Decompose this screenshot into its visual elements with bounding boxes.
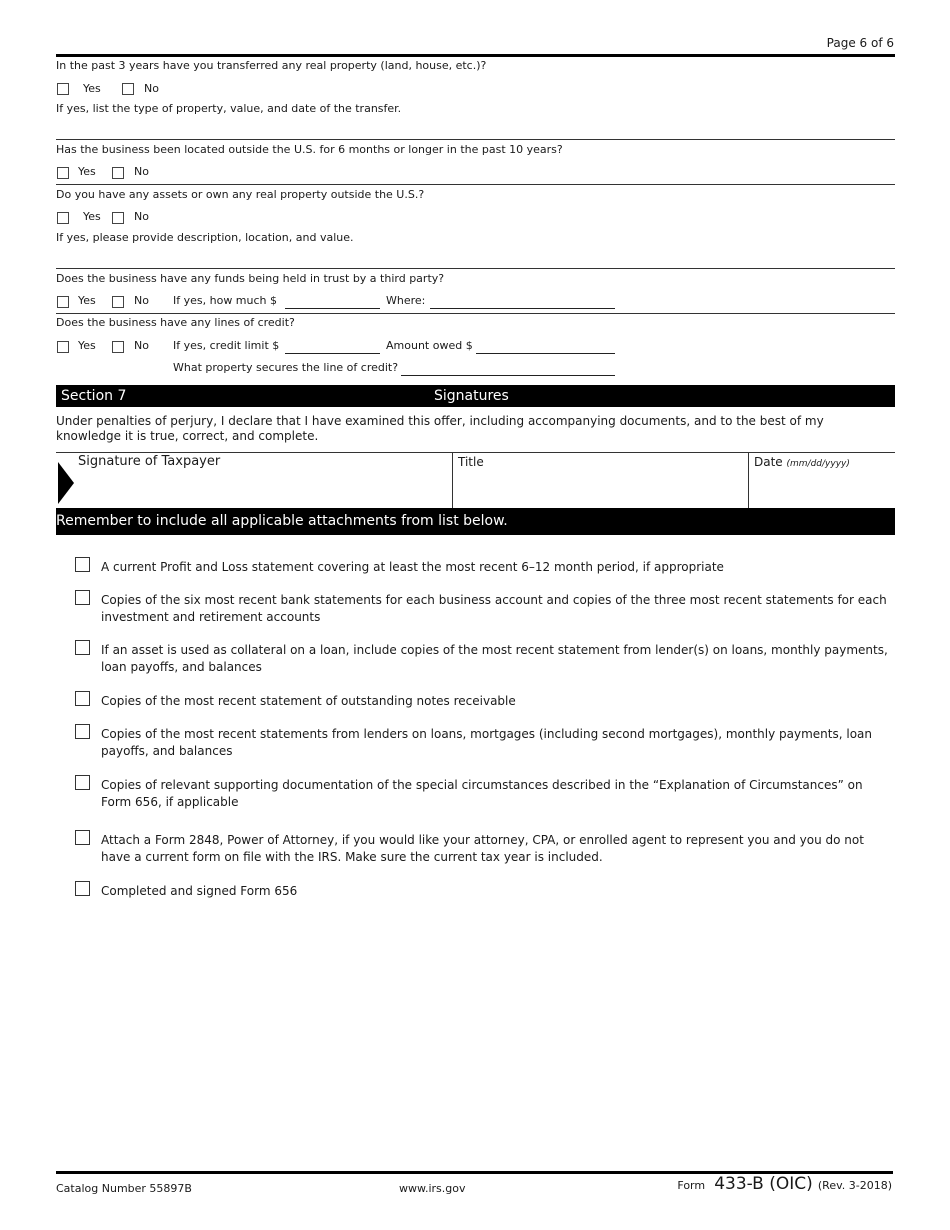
question-transferred-property: In the past 3 years have you transferred any real property (land, house, etc.)?	[56, 59, 487, 72]
section7-title: Signatures	[434, 388, 509, 404]
title-field[interactable]	[453, 453, 748, 508]
assets-outside-followup: If yes, please provide description, location, and value.	[56, 231, 354, 244]
signature-label: Signature of Taxpayer	[78, 454, 221, 469]
funds-how-much-field[interactable]	[285, 308, 380, 309]
property-secures-label: What property secures the line of credit?	[173, 361, 399, 374]
transferred-yes-label: Yes	[83, 82, 101, 95]
amount-owed-field[interactable]	[476, 353, 615, 354]
date-format-hint: (mm/dd/yyyy)	[786, 459, 850, 469]
credit-no-checkbox[interactable]	[112, 341, 124, 353]
credit-no-label: No	[134, 339, 149, 352]
divider	[56, 184, 895, 185]
located-outside-no-label: No	[134, 165, 149, 178]
attachment-checkbox[interactable]	[75, 881, 90, 896]
form-identifier	[677, 1174, 892, 1194]
attachment-item: A current Profit and Loss statement covering at least the most recent 6–12 month period, if appropriate	[101, 560, 724, 574]
attachment-item: Completed and signed Form 656	[101, 884, 298, 898]
funds-trust-yes-checkbox[interactable]	[57, 296, 69, 308]
section7-label: Section 7	[61, 388, 127, 404]
assets-outside-no-checkbox[interactable]	[112, 212, 124, 224]
funds-trust-yes-label: Yes	[78, 294, 96, 307]
form-prefix: Form	[677, 1179, 706, 1192]
attachment-item: Copies of the six most recent bank statements for each business account and copies of the three most recent statements for each investment and retirement accounts	[101, 593, 887, 624]
catalog-number: Catalog Number 55897B	[56, 1182, 192, 1195]
question-assets-outside: Do you have any assets or own any real property outside the U.S.?	[56, 188, 425, 201]
funds-where-field[interactable]	[430, 308, 615, 309]
page-number: Page 6 of 6	[826, 36, 894, 50]
attachment-checkbox[interactable]	[75, 590, 90, 605]
attachment-checkbox[interactable]	[75, 691, 90, 706]
divider	[56, 313, 895, 314]
assets-outside-yes-checkbox[interactable]	[57, 212, 69, 224]
assets-outside-no-label: No	[134, 210, 149, 223]
divider	[56, 139, 895, 140]
property-secures-field[interactable]	[401, 375, 615, 376]
attachments-header-bar	[56, 508, 895, 535]
form-revision: (Rev. 3-2018)	[817, 1179, 892, 1192]
transferred-yes-checkbox[interactable]	[57, 83, 69, 95]
divider	[56, 268, 895, 269]
amount-owed-label: Amount owed $	[386, 339, 473, 352]
credit-yes-checkbox[interactable]	[57, 341, 69, 353]
located-outside-yes-label: Yes	[78, 165, 96, 178]
attachment-item: Copies of relevant supporting documentation of the special circumstances described in the “Explanation of Circumstances” on Form 656, if applicable	[101, 778, 863, 809]
signature-arrow-icon	[58, 462, 74, 504]
transferred-followup: If yes, list the type of property, value, and date of the transfer.	[56, 102, 402, 115]
attachment-checkbox[interactable]	[75, 830, 90, 845]
credit-limit-label: If yes, credit limit $	[173, 339, 280, 352]
form-number: 433-B (OIC)	[714, 1174, 813, 1194]
transferred-no-label: No	[144, 82, 159, 95]
question-funds-in-trust: Does the business have any funds being held in trust by a third party?	[56, 272, 445, 285]
question-located-outside: Has the business been located outside the U.S. for 6 months or longer in the past 10 years?	[56, 143, 563, 156]
perjury-declaration: Under penalties of perjury, I declare that I have examined this offer, including accompanying documents, and to the best of my knowledge it is true, correct, and complete.	[56, 414, 824, 443]
credit-yes-label: Yes	[78, 339, 96, 352]
assets-outside-yes-label: Yes	[83, 210, 101, 223]
attachment-checkbox[interactable]	[75, 557, 90, 572]
section7-header-bar	[56, 385, 895, 407]
located-outside-yes-checkbox[interactable]	[57, 167, 69, 179]
attachment-checkbox[interactable]	[75, 775, 90, 790]
header-rule	[56, 54, 895, 57]
attachment-item: If an asset is used as collateral on a loan, include copies of the most recent statement from lender(s) on loans, monthly payments, loan payoffs, and balances	[101, 643, 888, 674]
date-label: Date	[754, 455, 783, 469]
title-label: Title	[458, 455, 484, 469]
funds-trust-no-label: No	[134, 294, 149, 307]
attachment-item: Attach a Form 2848, Power of Attorney, if you would like your attorney, CPA, or enrolled agent to represent you and you do not have a current form on file with the IRS. Make sure the current tax year is included.	[101, 833, 864, 864]
attachment-checkbox[interactable]	[75, 724, 90, 739]
date-label-group	[754, 455, 850, 472]
attachment-checkbox[interactable]	[75, 640, 90, 655]
funds-how-much-label: If yes, how much $	[173, 294, 278, 307]
funds-trust-no-checkbox[interactable]	[112, 296, 124, 308]
funds-where-label: Where:	[386, 294, 426, 307]
question-lines-of-credit: Does the business have any lines of credit?	[56, 316, 295, 329]
attachments-header: Remember to include all applicable attachments from list below.	[56, 513, 508, 529]
irs-website: www.irs.gov	[399, 1182, 466, 1195]
transferred-no-checkbox[interactable]	[122, 83, 134, 95]
located-outside-no-checkbox[interactable]	[112, 167, 124, 179]
credit-limit-field[interactable]	[285, 353, 380, 354]
attachment-item: Copies of the most recent statements from lenders on loans, mortgages (including second mortgages), monthly payments, loan payoffs, and balances	[101, 727, 872, 758]
attachment-item: Copies of the most recent statement of outstanding notes receivable	[101, 694, 516, 708]
